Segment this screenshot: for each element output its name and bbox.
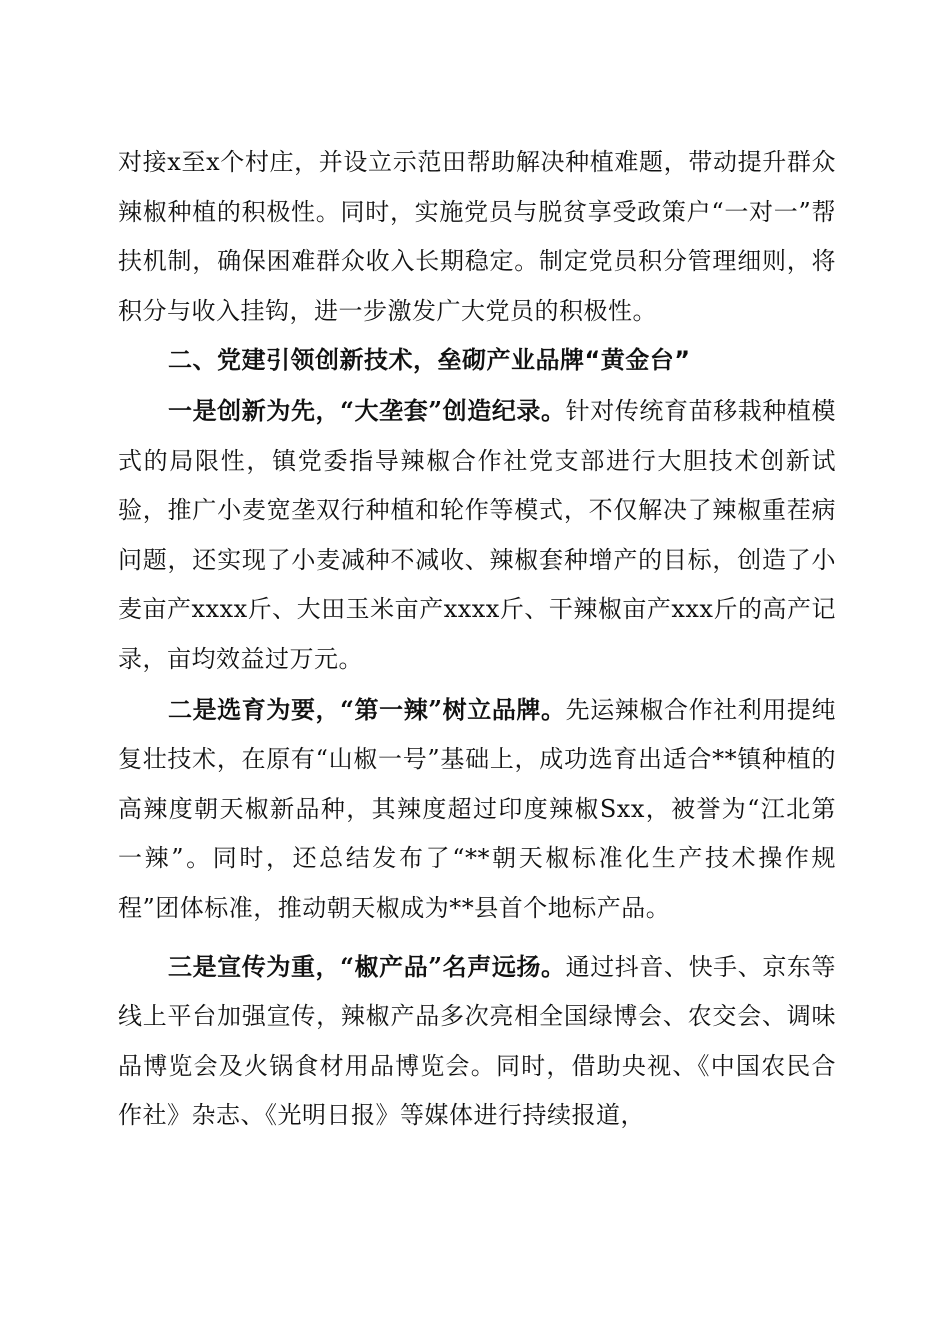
paragraph-lead: 二是选育为要，“第一辣”树立品牌。: [168, 694, 566, 724]
paragraph-publicity: [118, 942, 836, 1141]
paragraph-text: 通过抖音、快手、京东等线上平台加强宣传，辣椒产品多次亮相全国绿博会、农交会、调味品博览会及火锅食材用品博览会。同时，借助央视、《中国农民合作社》杂志、《光明日报》等媒体进行持续报道，: [118, 952, 837, 1130]
paragraph-text: 先运辣椒合作社利用提纯复壮技术，在原有“山椒一号”基础上，成功选育出适合**镇种植的高辣度朝天椒新品种，其辣度超过印度辣椒Sxx，被誉为“江北第一辣”。同时，还总结发布了“**朝天椒标准化生产技术操作规程”团体标准，推动朝天椒成为**县首个地标产品。: [118, 695, 837, 922]
paragraph-breeding: [118, 685, 836, 934]
paragraph-innovation: [118, 386, 836, 685]
document-body: [118, 138, 836, 1141]
paragraph-lead: 一是创新为先，“大垄套”创造纪录。: [168, 395, 566, 425]
paragraph-text: 对接x至x个村庄，并设立示范田帮助解决种植难题，带动提升群众辣椒种植的积极性。同时，实施党员与脱贫享受政策户“一对一”帮扶机制，确保困难群众收入长期稳定。制定党员积分管理细则，将积分与收入挂钩，进一步激发广大党员的积极性。: [118, 148, 836, 325]
paragraph-lead: 三是宣传为重，“椒产品”名声远扬。: [168, 951, 566, 981]
paragraph-text: 针对传统育苗移栽种植模式的局限性，镇党委指导辣椒合作社党支部进行大胆技术创新试验，推广小麦宽垄双行种植和轮作等模式，不仅解决了辣椒重茬病问题，还实现了小麦减种不减收、辣椒套种增产的目标，创造了小麦亩产xxxx斤、大田玉米亩产xxxx斤、干辣椒亩产xxx斤的高产记录，亩均效益过万元。: [118, 396, 837, 673]
section-heading: 二、党建引领创新技术，垒砌产业品牌“黄金台”: [168, 346, 691, 375]
paragraph-continuation: [118, 138, 836, 336]
